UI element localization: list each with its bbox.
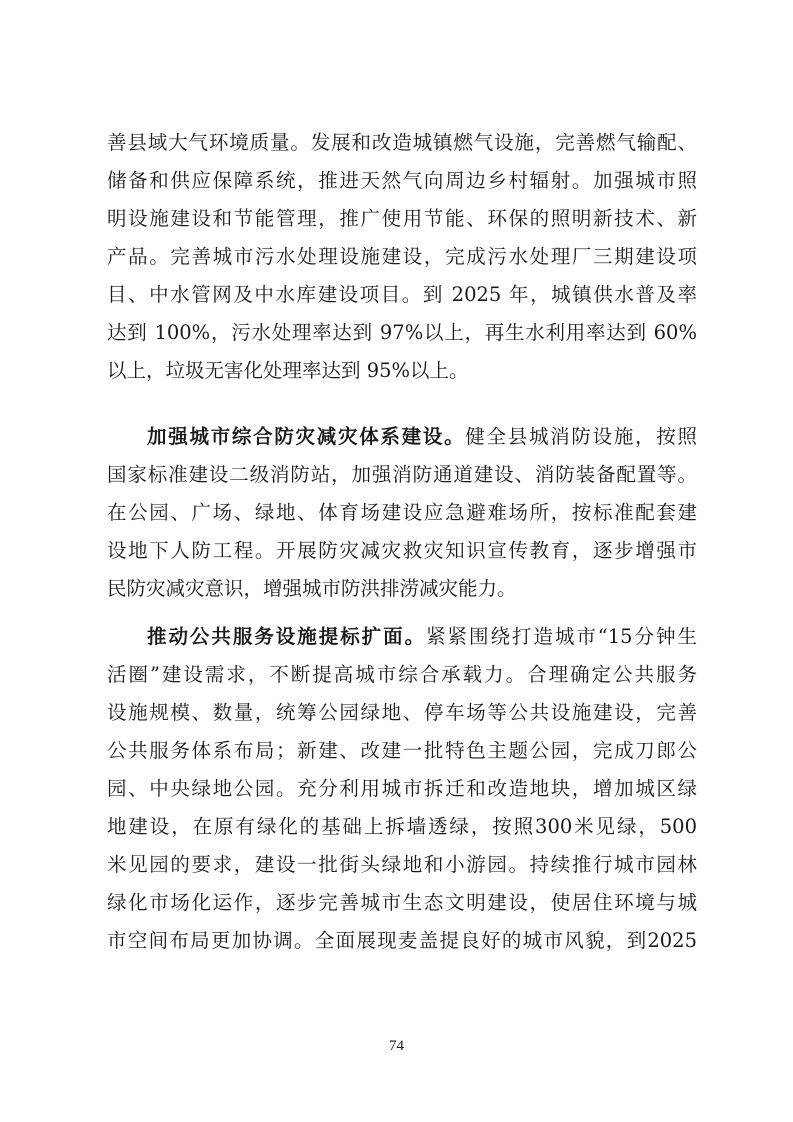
paragraph-heading: 加强城市综合防灾减灾体系建设。 [147, 425, 466, 448]
heading-line-rest: 健全县城消防设施，按照 [465, 425, 697, 448]
text-line: 在公园、广场、绿地、体育场建设应急避难场所，按标准配套建 [107, 501, 697, 524]
text-line: 国家标准建设二级消防站，加强消防通道建设、消防装备配置等。 [107, 463, 697, 486]
text-line: 市空间布局更加协调。全面展现麦盖提良好的城市风貌，到2025 [107, 929, 697, 952]
text-line: 产品。完善城市污水处理设施建设，完成污水处理厂三期建设项 [107, 245, 697, 268]
text-line: 公共服务体系布局；新建、改建一批特色主题公园，完成刀郎公 [107, 739, 697, 762]
text-line: 目、中水管网及中水库建设项目。到 2025 年，城镇供水普及率 [107, 283, 697, 306]
text-line: 民防灾减灾意识，增强城市防洪排涝减灾能力。 [107, 577, 517, 600]
text-line: 达到 100%，污水处理率达到 97%以上，再生水利用率达到 60% [107, 321, 697, 344]
text-line: 善县域大气环境质量。发展和改造城镇燃气设施，完善燃气输配、 [107, 131, 697, 154]
text-line [107, 422, 697, 452]
text-line: 储备和供应保障系统，推进天然气向周边乡村辐射。加强城市照 [107, 169, 697, 192]
text-line: 设施规模、数量，统筹公园绿地、停车场等公共设施建设，完善 [107, 701, 697, 724]
text-line: 活圈”建设需求，不断提高城市综合承载力。合理确定公共服务 [107, 663, 697, 686]
paragraph-heading: 推动公共服务设施提标扩面。 [147, 625, 427, 648]
text-line: 米见园的要求，建设一批街头绿地和小游园。持续推行城市园林 [107, 853, 697, 876]
text-line: 以上，垃圾无害化处理率达到 95%以上。 [107, 359, 469, 382]
text-line: 设地下人防工程。开展防灾减灾救灾知识宣传教育，逐步增强市 [107, 539, 697, 562]
text-line: 地建设，在原有绿化的基础上拆墙透绿，按照300米见绿，500 [107, 815, 697, 838]
heading-line-rest: 紧紧围绕打造城市“15分钟生 [426, 625, 697, 648]
text-line: 绿化市场化运作，逐步完善城市生态文明建设，使居住环境与城 [107, 891, 697, 914]
text-line [107, 622, 697, 652]
text-line: 明设施建设和节能管理，推广使用节能、环保的照明新技术、新 [107, 207, 697, 230]
page-number: 74 [389, 1038, 404, 1054]
text-line: 园、中央绿地公园。充分利用城市拆迁和改造地块，增加城区绿 [107, 777, 697, 800]
